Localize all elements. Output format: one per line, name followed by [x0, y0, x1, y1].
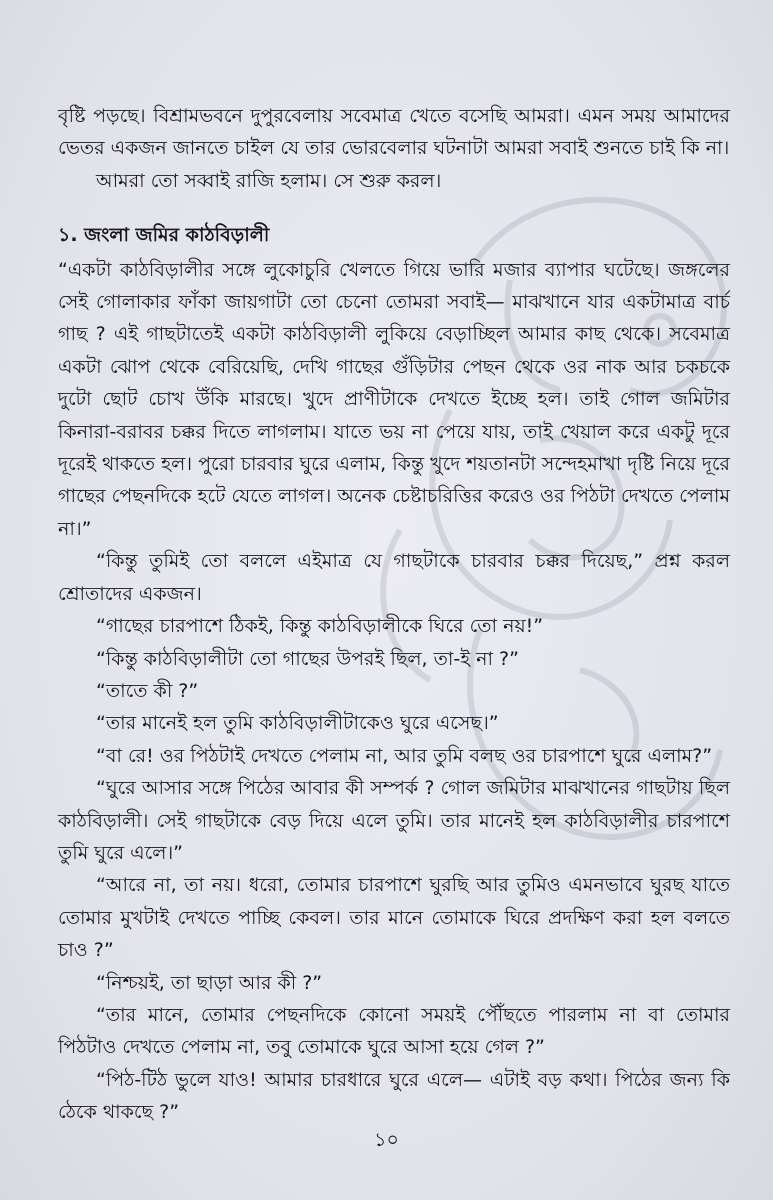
dialogue-line: “তার মানে, তোমার পেছনদিকে কোনো সময়ই পৌঁছতে পারলাম না বা তোমার পিঠটাও দেখতে পেলাম না, তবু তোমাকে ঘুরে আসা হয়ে গেল ?”: [58, 1003, 730, 1059]
body-paragraph: “একটা কাঠবিড়ালীর সঙ্গে লুকোচুরি খেলতে গিয়ে ভারি মজার ব্যাপার ঘটেছে। জঙ্গলের সেই গোলাকার ফাঁকা জায়গাটা তো চেনো তোমরা সবাই— মাঝখানে যার একটামাত্র বার্চ গাছ ? এই গাছটাতেই একটা কাঠবিড়ালী লুকিয়ে বেড়াচ্ছিল আমার কাছ থেকে। সবেমাত্র একটা ঝোপ থেকে বেরিয়েছি, দেখি গাছের গুঁড়িটার পেছন থেকে ওর নাক আর চকচকে দুটো ছোট চোখ উঁকি মারছে। খুদে প্রাণীটাকে দেখতে ইচ্ছে হল। তাই গোল জমিটার কিনারা-বরাবর চক্কর দিতে লাগলাম। যাতে ভয় না পেয়ে যায়, তাই খেয়াল করে একটু দূরে দূরেই থাকতে হল। পুরো চারবার ঘুরে এলাম, কিন্তু খুদে শয়তানটা সন্দেহমাখা দৃষ্টি নিয়ে দূরে গাছের পেছনদিকে হটে যেতে লাগল। অনেক চেষ্টাচরিত্তির করেও ওর পিঠটা দেখতে পেলাম না।”: [58, 258, 730, 540]
dialogue-line: “ঘুরে আসার সঙ্গে পিঠের আবার কী সম্পর্ক ? গোল জমিটার মাঝখানের গাছটায় ছিল কাঠবিড়ালী। সেই গাছটাকে বেড় দিয়ে এলে তুমি। তার মানেই হল কাঠবিড়ালীর চারপাশে তুমি ঘুরে এলে।”: [58, 777, 730, 864]
dialogue-line: “বা রে! ওর পিঠটাই দেখতে পেলাম না, আর তুমি বলছ ওর চারপাশে ঘুরে এলাম?”: [96, 744, 713, 767]
dialogue-line: “গাছের চারপাশে ঠিকই, কিন্তু কাঠবিড়ালীকে ঘিরে তো নয়!”: [96, 615, 544, 638]
dialogue-line: “পিঠ-টিঠ ভুলে যাও! আমার চারধারে ঘুরে এলে— এটাই বড় কথা। পিঠের জন্য কি ঠেকে থাকছে ?”: [58, 1068, 730, 1124]
page-number: ১০: [374, 1129, 399, 1151]
dialogue-line: “নিশ্চয়ই, তা ছাড়া আর কী ?”: [96, 971, 323, 994]
dialogue-line: “আরে না, তা নয়। ধরো, তোমার চারপাশে ঘুরছি আর তুমিও এমনভাবে ঘুরছ যাতে তোমার মুখটাই দেখতে পাচ্ছি কেবল। তার মানে তোমাকে ঘিরে প্রদক্ষিণ করা হল বলতে চাও ?”: [58, 874, 730, 962]
dialogue-line: “তার মানেই হল তুমি কাঠবিড়ালীটাকেও ঘুরে এসেছ।”: [96, 712, 499, 735]
intro-paragraph: আমরা তো সব্বাই রাজি হলাম। সে শুরু করল।: [96, 169, 442, 192]
section-heading: ১. জংলা জমির কাঠবিড়ালী: [58, 224, 270, 247]
intro-paragraph: বৃষ্টি পড়ছে। বিশ্রামভবনে দুপুরবেলায় সবেমাত্র খেতে বসেছি আমরা। এমন সময় আমাদের ভেতর একজন জানতে চাইল যে তার ভোরবেলার ঘটনাটা আমরা সবাই শুনতে চাই কি না।: [58, 105, 730, 160]
page-body: [58, 100, 730, 1129]
dialogue-line: “তাতে কী ?”: [96, 679, 199, 702]
dialogue-line: “কিন্তু কাঠবিড়ালীটা তো গাছের উপরই ছিল, তা-ই না ?”: [96, 647, 519, 670]
body-paragraph: “কিন্তু তুমিই তো বললে এইমাত্র যে গাছটাকে চারবার চক্কর দিয়েছ,” প্রশ্ন করল শ্রোতাদের একজন।: [58, 550, 730, 605]
